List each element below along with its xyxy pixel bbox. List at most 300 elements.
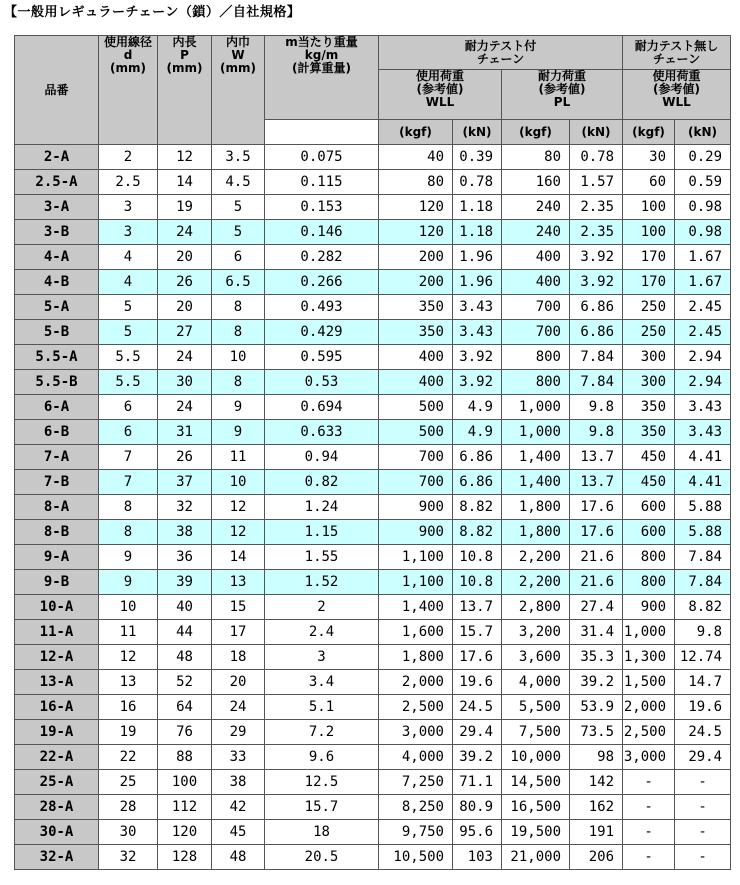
pl-kn-cell: 53.9: [570, 695, 623, 720]
wll-kn-cell: 8.82: [453, 520, 502, 545]
wll-kn-cell: 4.9: [453, 420, 502, 445]
header-wll-line: 使用荷重: [652, 69, 701, 83]
wll-kgf-cell: 350: [379, 295, 453, 320]
table-row: [15, 445, 731, 470]
pl-kgf-cell: 700: [502, 320, 570, 345]
no-test-wll-kn-cell: 19.6: [675, 695, 731, 720]
no-test-wll-kn-cell: 14.7: [675, 670, 731, 695]
pl-kgf-cell: 7,500: [502, 720, 570, 745]
weight-cell: 0.429: [265, 320, 379, 345]
inner-width-cell: 8: [212, 320, 265, 345]
wire-diameter-cell: 2: [99, 145, 158, 170]
table-row: [15, 645, 731, 670]
inner-length-cell: 112: [158, 795, 212, 820]
wll-kn-cell: 71.1: [453, 770, 502, 795]
unit-header: (kN): [570, 120, 623, 145]
part-number-cell: 19-A: [15, 720, 99, 745]
no-test-wll-kgf-cell: 100: [623, 220, 675, 245]
pl-kgf-cell: 1,800: [502, 495, 570, 520]
wll-kn-cell: 0.39: [453, 145, 502, 170]
wll-kn-cell: 24.5: [453, 695, 502, 720]
wll-kn-cell: 8.82: [453, 495, 502, 520]
inner-width-cell: 5: [212, 220, 265, 245]
wll-kgf-cell: 1,800: [379, 645, 453, 670]
wll-kn-cell: 6.86: [453, 470, 502, 495]
no-test-wll-kgf-cell: 170: [623, 270, 675, 295]
wll-kn-cell: 10.8: [453, 570, 502, 595]
pl-kn-cell: 98: [570, 745, 623, 770]
wll-kn-cell: 80.9: [453, 795, 502, 820]
header-without-test-line: 耐力テスト無し: [634, 38, 719, 53]
wire-diameter-cell: 30: [99, 820, 158, 845]
unit-header: (kN): [453, 120, 502, 145]
pl-kgf-cell: 240: [502, 220, 570, 245]
pl-kgf-cell: 2,800: [502, 595, 570, 620]
wire-diameter-cell: 2.5: [99, 170, 158, 195]
no-test-wll-kn-cell: 4.41: [675, 470, 731, 495]
weight-cell: 20.5: [265, 845, 379, 870]
wll-kgf-cell: 350: [379, 320, 453, 345]
wire-diameter-cell: 25: [99, 770, 158, 795]
table-row: [15, 495, 731, 520]
inner-width-cell: 24: [212, 695, 265, 720]
inner-width-cell: 4.5: [212, 170, 265, 195]
weight-cell: 0.694: [265, 395, 379, 420]
part-number-cell: 11-A: [15, 620, 99, 645]
no-test-wll-kn-cell: 2.94: [675, 370, 731, 395]
wire-diameter-cell: 6: [99, 420, 158, 445]
no-test-wll-kn-cell: 3.43: [675, 395, 731, 420]
part-number-cell: 4-A: [15, 245, 99, 270]
no-test-wll-kgf-cell: 2,500: [623, 720, 675, 745]
part-number-cell: 5-A: [15, 295, 99, 320]
inner-width-cell: 10: [212, 345, 265, 370]
inner-length-cell: 76: [158, 720, 212, 745]
table-row: [15, 620, 731, 645]
wll-kn-cell: 1.96: [453, 270, 502, 295]
inner-width-cell: 12: [212, 495, 265, 520]
weight-cell: 18: [265, 820, 379, 845]
header-inner-width-line: (mm): [220, 61, 256, 75]
part-number-cell: 6-A: [15, 395, 99, 420]
pl-kn-cell: 7.84: [570, 370, 623, 395]
pl-kn-cell: 73.5: [570, 720, 623, 745]
page-title: 【一般用レギュラーチェーン（鎖）／自社規格】: [4, 5, 301, 20]
pl-kn-cell: 162: [570, 795, 623, 820]
inner-length-cell: 26: [158, 445, 212, 470]
wire-diameter-cell: 5: [99, 295, 158, 320]
no-test-wll-kn-cell: 2.45: [675, 320, 731, 345]
no-test-wll-kgf-cell: 3,000: [623, 745, 675, 770]
no-test-wll-kn-cell: 5.88: [675, 495, 731, 520]
no-test-wll-kn-cell: 24.5: [675, 720, 731, 745]
wll-kgf-cell: 10,500: [379, 845, 453, 870]
chain-spec-table: [14, 35, 731, 870]
weight-cell: 0.282: [265, 245, 379, 270]
inner-length-cell: 24: [158, 395, 212, 420]
no-test-wll-kgf-cell: 800: [623, 545, 675, 570]
pl-kn-cell: 191: [570, 820, 623, 845]
table-row: [15, 345, 731, 370]
no-test-wll-kgf-cell: 30: [623, 145, 675, 170]
pl-kn-cell: 142: [570, 770, 623, 795]
weight-cell: 2.4: [265, 620, 379, 645]
no-test-wll-kn-cell: 0.29: [675, 145, 731, 170]
inner-length-cell: 44: [158, 620, 212, 645]
header-weight-line: (計算重量): [292, 61, 351, 75]
table-row: [15, 420, 731, 445]
no-test-wll-kn-cell: 9.8: [675, 620, 731, 645]
part-number-cell: 5-B: [15, 320, 99, 345]
inner-width-cell: 48: [212, 845, 265, 870]
no-test-wll-kgf-cell: -: [623, 795, 675, 820]
no-test-wll-kn-cell: 7.84: [675, 545, 731, 570]
inner-length-cell: 12: [158, 145, 212, 170]
inner-length-cell: 32: [158, 495, 212, 520]
inner-width-cell: 29: [212, 720, 265, 745]
part-number-cell: 10-A: [15, 595, 99, 620]
wll-kgf-cell: 4,000: [379, 745, 453, 770]
header-inner-width-line: 内巾: [225, 35, 250, 49]
wll-kgf-cell: 120: [379, 195, 453, 220]
wll-kn-cell: 4.9: [453, 395, 502, 420]
inner-length-cell: 24: [158, 220, 212, 245]
no-test-wll-kgf-cell: 600: [623, 495, 675, 520]
no-test-wll-kgf-cell: 100: [623, 195, 675, 220]
header-pl-line: (参考値): [538, 82, 586, 96]
inner-width-cell: 9: [212, 395, 265, 420]
pl-kgf-cell: 2,200: [502, 570, 570, 595]
inner-length-cell: 38: [158, 520, 212, 545]
wll-kgf-cell: 400: [379, 345, 453, 370]
inner-length-cell: 120: [158, 820, 212, 845]
pl-kn-cell: 0.78: [570, 145, 623, 170]
inner-width-cell: 42: [212, 795, 265, 820]
no-test-wll-kn-cell: -: [675, 795, 731, 820]
pl-kgf-cell: 1,400: [502, 470, 570, 495]
no-test-wll-kn-cell: 3.43: [675, 420, 731, 445]
inner-length-cell: 37: [158, 470, 212, 495]
wll-kn-cell: 29.4: [453, 720, 502, 745]
no-test-wll-kgf-cell: 450: [623, 445, 675, 470]
pl-kn-cell: 6.86: [570, 320, 623, 345]
wire-diameter-cell: 16: [99, 695, 158, 720]
inner-width-cell: 14: [212, 545, 265, 570]
part-number-cell: 5.5-A: [15, 345, 99, 370]
inner-width-cell: 38: [212, 770, 265, 795]
part-number-cell: 25-A: [15, 770, 99, 795]
pl-kgf-cell: 21,000: [502, 845, 570, 870]
part-number-cell: 8-B: [15, 520, 99, 545]
pl-kgf-cell: 1,000: [502, 420, 570, 445]
table-row: [15, 395, 731, 420]
inner-length-cell: 20: [158, 245, 212, 270]
weight-cell: 1.24: [265, 495, 379, 520]
pl-kgf-cell: 400: [502, 245, 570, 270]
header-wire-diameter-line: 使用線径: [103, 35, 152, 49]
no-test-wll-kn-cell: 7.84: [675, 570, 731, 595]
wire-diameter-cell: 11: [99, 620, 158, 645]
pl-kgf-cell: 800: [502, 345, 570, 370]
pl-kgf-cell: 80: [502, 145, 570, 170]
inner-length-cell: 24: [158, 345, 212, 370]
pl-kn-cell: 13.7: [570, 445, 623, 470]
no-test-wll-kgf-cell: 600: [623, 520, 675, 545]
wire-diameter-cell: 9: [99, 570, 158, 595]
pl-kgf-cell: 240: [502, 195, 570, 220]
pl-kgf-cell: 5,500: [502, 695, 570, 720]
no-test-wll-kgf-cell: 1,500: [623, 670, 675, 695]
wll-kgf-cell: 500: [379, 395, 453, 420]
wll-kgf-cell: 80: [379, 170, 453, 195]
table-body: [15, 145, 731, 870]
header-inner-length-line: 内長: [172, 35, 197, 49]
weight-cell: 2: [265, 595, 379, 620]
header-wll-without-test: [623, 70, 731, 120]
no-test-wll-kn-cell: -: [675, 770, 731, 795]
header-wll-line: 使用荷重: [415, 69, 464, 83]
wire-diameter-cell: 7: [99, 470, 158, 495]
pl-kgf-cell: 4,000: [502, 670, 570, 695]
wll-kn-cell: 95.6: [453, 820, 502, 845]
wll-kgf-cell: 8,250: [379, 795, 453, 820]
wire-diameter-cell: 9: [99, 545, 158, 570]
weight-cell: 9.6: [265, 745, 379, 770]
table-row: [15, 820, 731, 845]
inner-length-cell: 100: [158, 770, 212, 795]
header-without-test-line: チェーン: [652, 51, 701, 66]
part-number-cell: 13-A: [15, 670, 99, 695]
part-number-cell: 5.5-B: [15, 370, 99, 395]
wire-diameter-cell: 4: [99, 245, 158, 270]
pl-kgf-cell: 10,000: [502, 745, 570, 770]
no-test-wll-kn-cell: 0.59: [675, 170, 731, 195]
part-number-cell: 3-B: [15, 220, 99, 245]
inner-width-cell: 17: [212, 620, 265, 645]
wll-kgf-cell: 3,000: [379, 720, 453, 745]
inner-width-cell: 8: [212, 295, 265, 320]
no-test-wll-kgf-cell: -: [623, 770, 675, 795]
part-number-cell: 9-A: [15, 545, 99, 570]
wll-kgf-cell: 1,100: [379, 545, 453, 570]
pl-kn-cell: 17.6: [570, 495, 623, 520]
wll-kn-cell: 1.18: [453, 220, 502, 245]
table-row: [15, 295, 731, 320]
wll-kn-cell: 103: [453, 845, 502, 870]
inner-width-cell: 3.5: [212, 145, 265, 170]
inner-width-cell: 8: [212, 370, 265, 395]
weight-cell: 0.153: [265, 195, 379, 220]
no-test-wll-kgf-cell: 900: [623, 595, 675, 620]
wire-diameter-cell: 10: [99, 595, 158, 620]
header-with-test-line: チェーン: [476, 51, 525, 66]
inner-width-cell: 45: [212, 820, 265, 845]
pl-kn-cell: 9.8: [570, 395, 623, 420]
inner-length-cell: 27: [158, 320, 212, 345]
table-row: [15, 745, 731, 770]
no-test-wll-kgf-cell: 350: [623, 395, 675, 420]
no-test-wll-kn-cell: -: [675, 845, 731, 870]
wll-kgf-cell: 1,400: [379, 595, 453, 620]
header-wire-diameter-line: (mm): [110, 61, 146, 75]
wire-diameter-cell: 8: [99, 520, 158, 545]
header-pl-line: 耐力荷重: [538, 69, 587, 83]
wll-kgf-cell: 200: [379, 245, 453, 270]
no-test-wll-kn-cell: 1.67: [675, 245, 731, 270]
header-weight-per-meter: [265, 36, 379, 120]
part-number-cell: 32-A: [15, 845, 99, 870]
inner-length-cell: 40: [158, 595, 212, 620]
wll-kgf-cell: 900: [379, 495, 453, 520]
header-wll-with-test: [379, 70, 502, 120]
wll-kn-cell: 17.6: [453, 645, 502, 670]
pl-kn-cell: 31.4: [570, 620, 623, 645]
header-proof-load: [502, 70, 623, 120]
header-inner-length: [158, 36, 212, 145]
inner-width-cell: 33: [212, 745, 265, 770]
no-test-wll-kn-cell: 4.41: [675, 445, 731, 470]
pl-kn-cell: 206: [570, 845, 623, 870]
table-row: [15, 220, 731, 245]
wire-diameter-cell: 6: [99, 395, 158, 420]
part-number-cell: 8-A: [15, 495, 99, 520]
weight-cell: 0.595: [265, 345, 379, 370]
unit-header: (kgf): [379, 120, 453, 145]
no-test-wll-kgf-cell: 800: [623, 570, 675, 595]
wire-diameter-cell: 19: [99, 720, 158, 745]
inner-length-cell: 31: [158, 420, 212, 445]
table-row: [15, 145, 731, 170]
table-row: [15, 720, 731, 745]
wire-diameter-cell: 12: [99, 645, 158, 670]
table-row: [15, 695, 731, 720]
unit-header: (kN): [675, 120, 731, 145]
pl-kn-cell: 3.92: [570, 270, 623, 295]
table-row: [15, 320, 731, 345]
wire-diameter-cell: 13: [99, 670, 158, 695]
weight-cell: 1.52: [265, 570, 379, 595]
no-test-wll-kgf-cell: 1,000: [623, 620, 675, 645]
inner-length-cell: 88: [158, 745, 212, 770]
part-number-cell: 4-B: [15, 270, 99, 295]
wll-kgf-cell: 400: [379, 370, 453, 395]
weight-cell: 0.94: [265, 445, 379, 470]
part-number-cell: 9-B: [15, 570, 99, 595]
pl-kn-cell: 39.2: [570, 670, 623, 695]
wll-kgf-cell: 40: [379, 145, 453, 170]
inner-width-cell: 12: [212, 520, 265, 545]
header-wll-line: WLL: [662, 95, 691, 109]
inner-width-cell: 6.5: [212, 270, 265, 295]
part-number-cell: 28-A: [15, 795, 99, 820]
table-row: [15, 470, 731, 495]
wll-kn-cell: 15.7: [453, 620, 502, 645]
wire-diameter-cell: 8: [99, 495, 158, 520]
header-wll-line: (参考値): [653, 82, 701, 96]
weight-cell: 0.146: [265, 220, 379, 245]
header-inner-width: [212, 36, 265, 145]
wire-diameter-cell: 32: [99, 845, 158, 870]
wll-kn-cell: 1.96: [453, 245, 502, 270]
wll-kgf-cell: 500: [379, 420, 453, 445]
weight-cell: 0.633: [265, 420, 379, 445]
inner-length-cell: 52: [158, 670, 212, 695]
wire-diameter-cell: 5.5: [99, 345, 158, 370]
wll-kgf-cell: 700: [379, 470, 453, 495]
wire-diameter-cell: 3: [99, 195, 158, 220]
pl-kn-cell: 27.4: [570, 595, 623, 620]
no-test-wll-kgf-cell: 300: [623, 370, 675, 395]
no-test-wll-kgf-cell: 450: [623, 470, 675, 495]
pl-kgf-cell: 1,400: [502, 445, 570, 470]
weight-cell: 12.5: [265, 770, 379, 795]
pl-kn-cell: 6.86: [570, 295, 623, 320]
no-test-wll-kgf-cell: 250: [623, 295, 675, 320]
no-test-wll-kgf-cell: 2,000: [623, 695, 675, 720]
pl-kgf-cell: 3,600: [502, 645, 570, 670]
wll-kn-cell: 3.43: [453, 320, 502, 345]
wll-kn-cell: 13.7: [453, 595, 502, 620]
no-test-wll-kgf-cell: 250: [623, 320, 675, 345]
weight-cell: 0.53: [265, 370, 379, 395]
wll-kgf-cell: 120: [379, 220, 453, 245]
header-inner-length-line: P: [180, 48, 189, 62]
inner-length-cell: 128: [158, 845, 212, 870]
wll-kgf-cell: 700: [379, 445, 453, 470]
weight-cell: 0.075: [265, 145, 379, 170]
weight-cell: 0.266: [265, 270, 379, 295]
pl-kgf-cell: 400: [502, 270, 570, 295]
table-row: [15, 520, 731, 545]
header-weight-line: kg/m: [304, 48, 339, 62]
header-with-test-line: 耐力テスト付: [464, 38, 537, 53]
header-wll-line: (参考値): [416, 82, 464, 96]
no-test-wll-kn-cell: 8.82: [675, 595, 731, 620]
part-number-cell: 2.5-A: [15, 170, 99, 195]
no-test-wll-kgf-cell: 300: [623, 345, 675, 370]
no-test-wll-kgf-cell: 350: [623, 420, 675, 445]
wire-diameter-cell: 22: [99, 745, 158, 770]
inner-width-cell: 5: [212, 195, 265, 220]
header-inner-length-line: (mm): [166, 61, 203, 75]
table-row: [15, 170, 731, 195]
table-row: [15, 795, 731, 820]
wll-kn-cell: 1.18: [453, 195, 502, 220]
pl-kgf-cell: 1,800: [502, 520, 570, 545]
wll-kn-cell: 3.43: [453, 295, 502, 320]
part-number-cell: 12-A: [15, 645, 99, 670]
inner-length-cell: 26: [158, 270, 212, 295]
weight-cell: 7.2: [265, 720, 379, 745]
inner-length-cell: 64: [158, 695, 212, 720]
no-test-wll-kn-cell: 0.98: [675, 195, 731, 220]
wll-kgf-cell: 1,100: [379, 570, 453, 595]
table-row: [15, 770, 731, 795]
pl-kn-cell: 3.92: [570, 245, 623, 270]
wire-diameter-cell: 7: [99, 445, 158, 470]
no-test-wll-kgf-cell: -: [623, 845, 675, 870]
header-wire-diameter: [99, 36, 158, 145]
pl-kgf-cell: 1,000: [502, 395, 570, 420]
pl-kn-cell: 21.6: [570, 570, 623, 595]
wire-diameter-cell: 5: [99, 320, 158, 345]
part-number-cell: 3-A: [15, 195, 99, 220]
pl-kgf-cell: 160: [502, 170, 570, 195]
part-number-cell: 6-B: [15, 420, 99, 445]
no-test-wll-kn-cell: 2.94: [675, 345, 731, 370]
pl-kgf-cell: 19,500: [502, 820, 570, 845]
no-test-wll-kgf-cell: -: [623, 820, 675, 845]
